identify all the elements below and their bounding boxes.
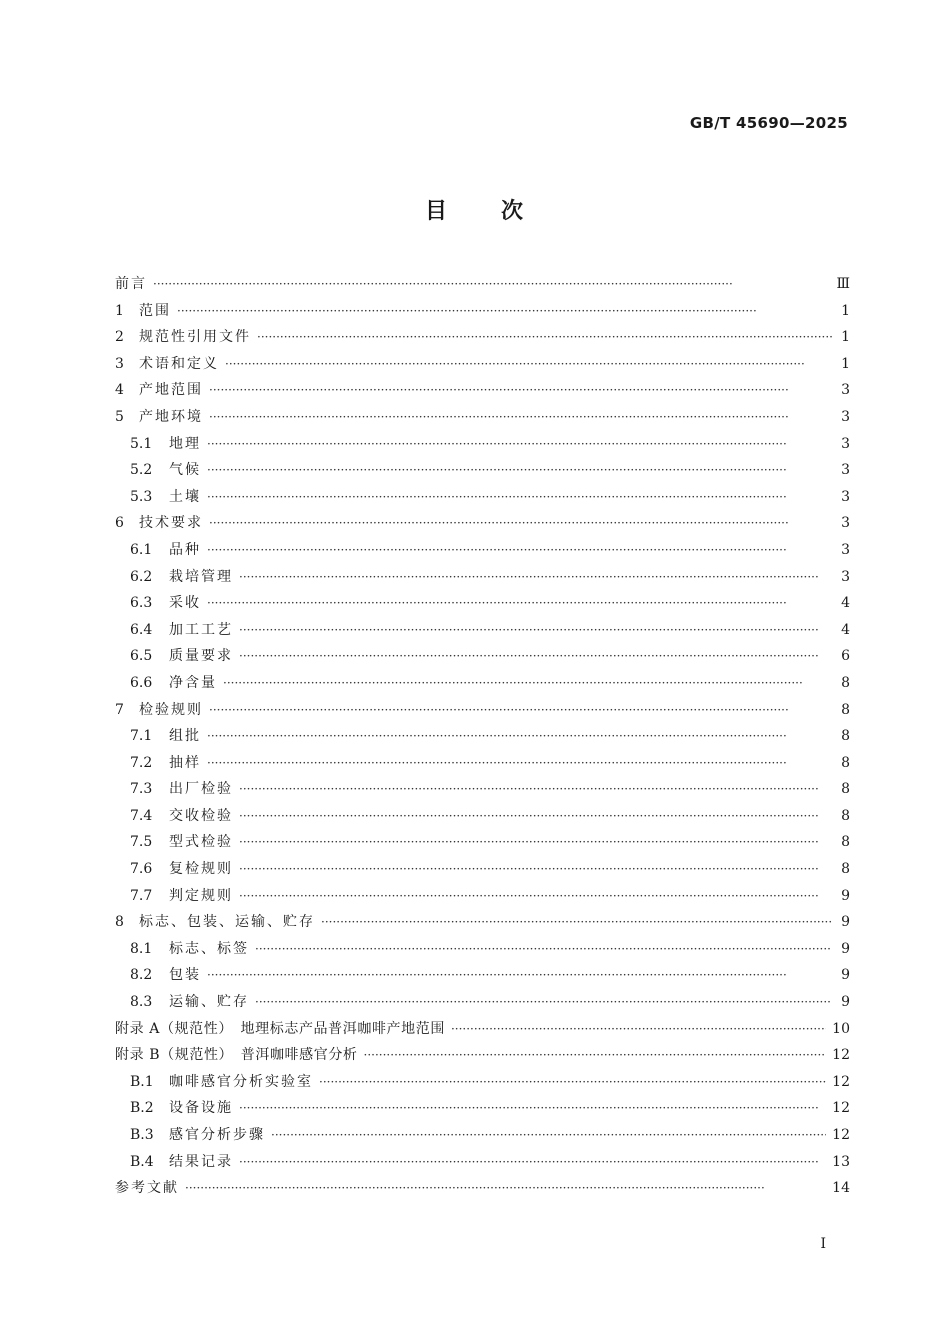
- toc-leader-dots: [239, 1149, 826, 1176]
- toc-entry-label: 产地环境: [139, 408, 203, 425]
- toc-entry[interactable]: [115, 670, 850, 697]
- toc-leader-dots: [255, 989, 832, 1016]
- toc-leader-dots: [207, 750, 832, 777]
- toc-entry[interactable]: [115, 510, 850, 537]
- table-of-contents: [115, 271, 850, 1202]
- toc-entry-page: 9: [841, 994, 850, 1011]
- toc-entry-number: 5.1: [130, 435, 153, 452]
- toc-entry-page: 3: [841, 382, 850, 399]
- toc-entry[interactable]: [115, 590, 850, 617]
- toc-entry-label: 抽样: [169, 754, 201, 771]
- toc-entry-page: 12: [832, 1127, 850, 1143]
- toc-entry-number: 5.2: [130, 462, 153, 479]
- toc-entry-label: 净含量: [169, 674, 217, 691]
- toc-entry-page: 8: [841, 834, 850, 851]
- toc-leader-dots: [209, 377, 832, 404]
- toc-entry-number: 6.6: [130, 674, 153, 691]
- toc-entry-number: B.3: [130, 1127, 154, 1143]
- toc-entry-label: 品种: [169, 541, 201, 558]
- toc-entry[interactable]: [115, 803, 850, 830]
- toc-leader-dots: [364, 1042, 827, 1069]
- toc-entry-number: 7.5: [130, 834, 153, 851]
- toc-leader-dots: [207, 723, 832, 750]
- toc-entry-label: 组批: [169, 728, 201, 745]
- toc-entry-label: 地理: [169, 435, 201, 452]
- toc-entry-label: 检验规则: [139, 701, 203, 718]
- toc-entry-number: 7.3: [130, 781, 153, 798]
- toc-entry[interactable]: [115, 617, 850, 644]
- toc-entry-page: 1: [841, 355, 850, 372]
- toc-leader-dots: [257, 324, 832, 351]
- toc-entry-page: 3: [841, 408, 850, 425]
- toc-entry-number: 8.3: [130, 994, 153, 1011]
- toc-entry-number: 1: [115, 302, 124, 319]
- toc-leader-dots: [177, 298, 832, 325]
- standard-code: GB/T 45690—2025: [689, 114, 848, 132]
- toc-entry-page: 3: [841, 462, 850, 479]
- toc-leader-dots: [239, 829, 832, 856]
- toc-entry-page: 3: [841, 541, 850, 558]
- toc-entry[interactable]: [115, 936, 850, 963]
- toc-entry[interactable]: [115, 962, 850, 989]
- toc-entry[interactable]: [115, 723, 850, 750]
- toc-entry-label: 范围: [139, 302, 171, 319]
- toc-entry-page: 3: [841, 488, 850, 505]
- toc-entry-number: B.4: [130, 1153, 154, 1170]
- toc-entry-page: 10: [832, 1020, 850, 1037]
- toc-entry-page: 8: [841, 754, 850, 771]
- toc-entry[interactable]: [115, 431, 850, 458]
- toc-entry-label: 包装: [169, 967, 201, 984]
- toc-entry[interactable]: [115, 324, 850, 351]
- toc-entry[interactable]: [115, 989, 850, 1016]
- toc-leader-dots: [207, 457, 832, 484]
- toc-entry-page: 3: [841, 435, 850, 452]
- toc-entry-label: 运输、贮存: [169, 994, 249, 1011]
- toc-entry-label: 标志、包装、运输、贮存: [139, 914, 315, 931]
- toc-leader-dots: [321, 909, 832, 936]
- toc-entry-number: 6.1: [130, 541, 153, 558]
- toc-entry-number: B.2: [130, 1100, 154, 1117]
- toc-entry-label: 土壤: [169, 488, 201, 505]
- toc-entry[interactable]: [115, 750, 850, 777]
- toc-leader-dots: [209, 697, 832, 724]
- title-char-2: 次: [501, 199, 526, 224]
- toc-entry-number: 7.7: [130, 887, 153, 904]
- toc-entry-label: 附录 A（规范性） 地理标志产品普洱咖啡产地范围: [115, 1020, 445, 1037]
- toc-entry-label: 附录 B（规范性） 普洱咖啡感官分析: [115, 1047, 358, 1064]
- toc-entry[interactable]: [115, 1016, 850, 1043]
- toc-entry-page: 8: [841, 728, 850, 745]
- toc-entry-label: 术语和定义: [139, 355, 219, 372]
- toc-entry-number: 8.1: [130, 940, 153, 957]
- toc-entry-label: 加工工艺: [169, 621, 233, 638]
- toc-entry-label: 栽培管理: [169, 568, 233, 585]
- toc-leader-dots: [185, 1175, 826, 1202]
- toc-entry-page: 12: [832, 1047, 850, 1064]
- toc-entry[interactable]: [115, 1149, 850, 1176]
- toc-entry-page: 9: [841, 887, 850, 904]
- toc-entry-page: Ⅲ: [836, 276, 850, 292]
- toc-entry-page: 9: [841, 914, 850, 931]
- toc-leader-dots: [239, 643, 832, 670]
- title-char-1: 目: [424, 199, 449, 224]
- toc-leader-dots: [207, 962, 832, 989]
- toc-entry-page: 9: [841, 940, 850, 957]
- toc-entry-number: 7: [115, 701, 124, 718]
- toc-leader-dots: [239, 564, 832, 591]
- toc-entry-label: 出厂检验: [169, 781, 233, 798]
- toc-entry-number: 8: [115, 914, 124, 931]
- toc-entry-number: 6.3: [130, 595, 153, 612]
- toc-entry-number: 7.4: [130, 807, 153, 824]
- toc-entry-label: 采收: [169, 595, 201, 612]
- toc-entry[interactable]: [115, 1095, 850, 1122]
- toc-entry-page: 8: [841, 674, 850, 691]
- toc-entry-page: 12: [832, 1100, 850, 1117]
- toc-entry-page: 6: [841, 648, 850, 665]
- toc-leader-dots: [207, 484, 832, 511]
- toc-entry-number: 7.6: [130, 861, 153, 878]
- toc-entry-label: 交收检验: [169, 807, 233, 824]
- toc-entry-label: 规范性引用文件: [139, 329, 251, 346]
- toc-entry-page: 4: [841, 621, 850, 638]
- toc-entry-page: 1: [841, 302, 850, 319]
- toc-entry-page: 3: [841, 515, 850, 532]
- toc-leader-dots: [255, 936, 832, 963]
- toc-leader-dots: [225, 351, 832, 378]
- toc-entry[interactable]: [115, 909, 850, 936]
- toc-entry-page: 13: [832, 1153, 850, 1170]
- toc-entry[interactable]: [115, 776, 850, 803]
- toc-entry-number: 7.1: [130, 728, 153, 745]
- toc-entry-label: 前言: [115, 276, 147, 292]
- toc-entry[interactable]: [115, 404, 850, 431]
- toc-leader-dots: [271, 1122, 826, 1149]
- toc-entry[interactable]: [115, 564, 850, 591]
- toc-leader-dots: [223, 670, 832, 697]
- toc-entry-label: 咖啡感官分析实验室: [169, 1073, 313, 1090]
- toc-entry-page: 9: [841, 967, 850, 984]
- toc-leader-dots: [239, 803, 832, 830]
- footer-page-number: I: [820, 1236, 826, 1252]
- toc-entry[interactable]: [115, 643, 850, 670]
- toc-entry-number: 6.4: [130, 621, 153, 638]
- toc-entry-number: 6: [115, 515, 124, 532]
- toc-leader-dots: [239, 776, 832, 803]
- toc-entry-label: 质量要求: [169, 648, 233, 665]
- toc-entry-number: 8.2: [130, 967, 153, 984]
- toc-entry-number: 6.5: [130, 648, 153, 665]
- toc-entry-number: B.1: [130, 1073, 154, 1090]
- toc-entry-page: 8: [841, 807, 850, 824]
- toc-entry-label: 设备设施: [169, 1100, 233, 1117]
- toc-leader-dots: [207, 590, 832, 617]
- toc-entry-label: 气候: [169, 462, 201, 479]
- toc-entry-number: 7.2: [130, 754, 153, 771]
- toc-leader-dots: [319, 1069, 826, 1096]
- toc-entry-page: 14: [832, 1180, 850, 1197]
- toc-entry-label: 产地范围: [139, 382, 203, 399]
- toc-leader-dots: [209, 404, 832, 431]
- toc-entry[interactable]: [115, 856, 850, 883]
- toc-entry-number: 5.3: [130, 488, 153, 505]
- toc-entry[interactable]: [115, 829, 850, 856]
- toc-entry-page: 8: [841, 861, 850, 878]
- toc-entry[interactable]: [115, 537, 850, 564]
- toc-entry-label: 技术要求: [139, 515, 203, 532]
- toc-entry-page: 4: [841, 595, 850, 612]
- toc-entry-number: 2: [115, 329, 124, 346]
- toc-entry-page: 12: [832, 1073, 850, 1090]
- toc-leader-dots: [239, 856, 832, 883]
- toc-entry[interactable]: [115, 457, 850, 484]
- toc-leader-dots: [153, 271, 830, 298]
- toc-entry-label: 判定规则: [169, 887, 233, 904]
- toc-entry-page: 8: [841, 701, 850, 718]
- toc-leader-dots: [207, 537, 832, 564]
- toc-entry[interactable]: [115, 1175, 850, 1202]
- toc-entry-page: 1: [841, 329, 850, 346]
- toc-entry-page: 3: [841, 568, 850, 585]
- toc-entry[interactable]: [115, 697, 850, 724]
- toc-leader-dots: [239, 617, 832, 644]
- toc-entry-number: 6.2: [130, 568, 153, 585]
- toc-entry-label: 标志、标签: [169, 940, 249, 957]
- toc-entry[interactable]: [115, 1042, 850, 1069]
- toc-entry-label: 结果记录: [169, 1153, 233, 1170]
- toc-entry[interactable]: [115, 351, 850, 378]
- toc-entry-number: 3: [115, 355, 124, 372]
- toc-entry-number: 4: [115, 382, 124, 399]
- toc-entry-label: 型式检验: [169, 834, 233, 851]
- toc-entry-label: 参考文献: [115, 1180, 179, 1197]
- toc-leader-dots: [451, 1016, 826, 1043]
- toc-entry-page: 8: [841, 781, 850, 798]
- toc-leader-dots: [239, 1095, 826, 1122]
- toc-entry[interactable]: [115, 1122, 850, 1149]
- toc-entry-label: 复检规则: [169, 861, 233, 878]
- toc-leader-dots: [209, 510, 832, 537]
- toc-entry-label: 感官分析步骤: [169, 1127, 265, 1143]
- page-title: [0, 194, 950, 225]
- toc-entry[interactable]: [115, 1069, 850, 1096]
- toc-leader-dots: [207, 431, 832, 458]
- toc-entry[interactable]: [115, 883, 850, 910]
- toc-entry-number: 5: [115, 408, 124, 425]
- toc-leader-dots: [239, 883, 832, 910]
- toc-entry[interactable]: [115, 271, 850, 298]
- toc-entry[interactable]: [115, 377, 850, 404]
- toc-entry[interactable]: [115, 484, 850, 511]
- toc-entry[interactable]: [115, 298, 850, 325]
